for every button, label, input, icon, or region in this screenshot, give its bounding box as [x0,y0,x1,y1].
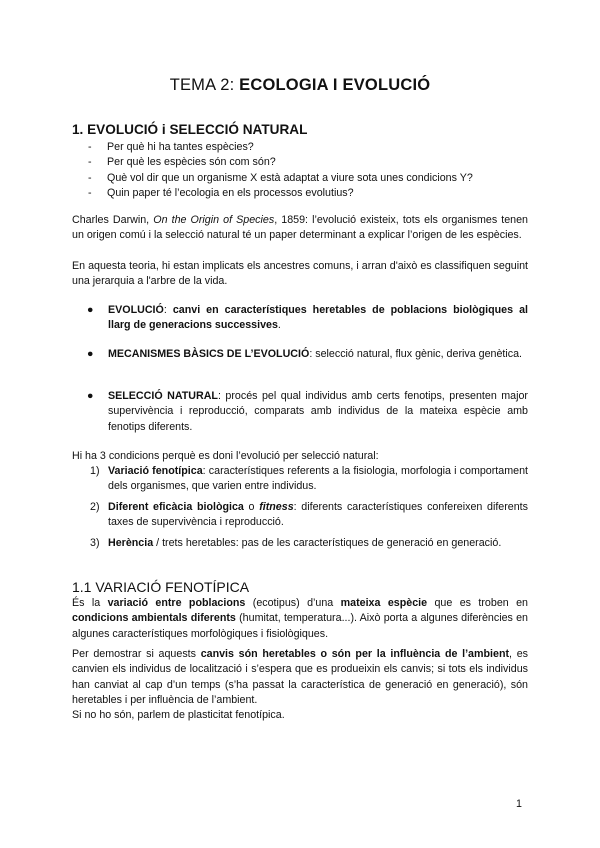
p1-text-e: que es troben en [427,597,528,609]
p1-text-a: És la [72,597,108,609]
p2-text-a: Per demostrar si aquests [72,648,201,660]
bullet-dot: ● [87,390,94,402]
condition-text: : característiques referents a la fisiologia, morfologia i comportament dels organismes, que varien entre individus. [108,465,528,493]
list-item: - Què vol dir que un organisme X està adaptat a viure sota unes condicions Y? [88,171,473,186]
bullet-mecanismes [87,347,528,362]
question-text: Quin paper té l’ecologia en els processos evolutius? [107,186,354,199]
p1-bold-f: condicions ambientals diferents [72,612,236,625]
bullet-sep: : [309,348,316,360]
condition-term: Variació fenotípica [108,465,203,477]
theory-paragraph: En aquesta teoria, hi estan implicats els ancestres comuns, i arran d'això es classifiquen seguint una jerarquia a l'arbre de la vida. [72,260,528,288]
list-item: - Per què hi ha tantes espècies? [88,140,473,155]
condition-connector: o [243,501,260,513]
condition-number: 3) [90,537,100,549]
condition-item [90,464,528,495]
bullet-sep: : [217,390,226,402]
bullet-sep: : [163,304,173,316]
p1-bold-b: variació entre poblacions [107,597,246,609]
darwin-author: Charles Darwin, [72,214,154,226]
p2-bold-b: canvis són heretables o són per la influència de l’ambient [200,648,510,660]
conditions-intro: Hi ha 3 condicions perquè es doni l’evolució per selecció natural: [72,450,379,462]
page-title [0,76,600,95]
bullet-term: MECANISMES BÀSICS DE L’EVOLUCIÓ [108,348,310,360]
list-item: - Per què les espècies són com són? [88,155,473,170]
question-text: Què vol dir que un organisme X està adaptat a viure sota unes condicions Y? [107,171,473,184]
title-main: ECOLOGIA I EVOLUCIÓ [239,76,431,94]
p1-bold-d: mateixa espècie [340,597,428,609]
bullet-term: EVOLUCIÓ [108,304,164,316]
plasticitat-paragraph: Si no ho són, parlem de plasticitat fenotípica. [72,709,285,721]
question-text: Per què hi ha tantes espècies? [107,141,254,153]
p1-text-g: (humitat, temperatura...). Això porta a algunes diferències en algunes característiques morfològiques i fisiològiques. [72,612,528,640]
title-prefix: TEMA 2: [169,76,240,94]
darwin-book-title: On the Origin of Species [153,214,275,226]
list-item: - Quin paper té l’ecologia en els processos evolutius? [88,186,473,201]
bullet-def: . [277,319,281,332]
bullet-dot: ● [87,348,94,360]
condition-term-fitness: fitness [259,501,294,513]
condition-number: 1) [90,465,100,477]
condition-number: 2) [90,501,100,513]
condition-item [90,500,528,531]
bullet-dot: ● [87,304,94,316]
section-heading-evolucio: 1. EVOLUCIÓ i SELECCIÓ NATURAL [72,122,308,137]
darwin-text: , 1859: l’evolució existeix, tots els organismes tenen un origen comú i la selecció natural té un paper determinant a explicar l’origen de les espècies. [72,214,528,242]
bullet-def: procés pel qual individus amb certs fenotips, presenten major supervivència i reproducció, comparats amb individus de la mateixa espècie amb fenotips diferents. [108,390,528,433]
variacio-paragraph [72,596,528,642]
section-heading-variacio: 1.1 VARIACIÓ FENOTÍPICA [72,579,250,595]
condition-term: Herència [108,537,154,549]
bullet-def: selecció natural, flux gènic, deriva genètica. [315,348,523,360]
bullet-seleccio [87,389,528,435]
condition-text: / trets heretables: pas de les característiques de generació en generació. [153,537,502,549]
darwin-paragraph [72,213,528,244]
bullet-evolucio [87,303,528,334]
p1-text-c: (ecotipus) d’una [245,597,341,609]
bullet-bold-def: canvi en característiques heretables de poblacions biològiques al llarg de generacions successives [108,304,528,332]
p2-text-c: , es canvien els individus de localització i s’espera que es produeixin els canvis; si tots els individus han canviat al cap d’un temps (s’ha passat la característica de generació en generació), són heretables i per influència de l’ambient. [72,648,528,706]
page-number: 1 [516,798,522,810]
question-list [88,140,473,201]
bullet-term: SELECCIÓ NATURAL [108,390,218,402]
condition-text: : diferents característiques confereixen diferents taxes de supervivència i reproducció. [108,501,528,529]
condition-item [90,536,528,551]
demostrar-paragraph [72,647,528,708]
question-text: Per què les espècies són com són? [107,156,276,169]
condition-term: Diferent eficàcia biològica [108,501,244,513]
